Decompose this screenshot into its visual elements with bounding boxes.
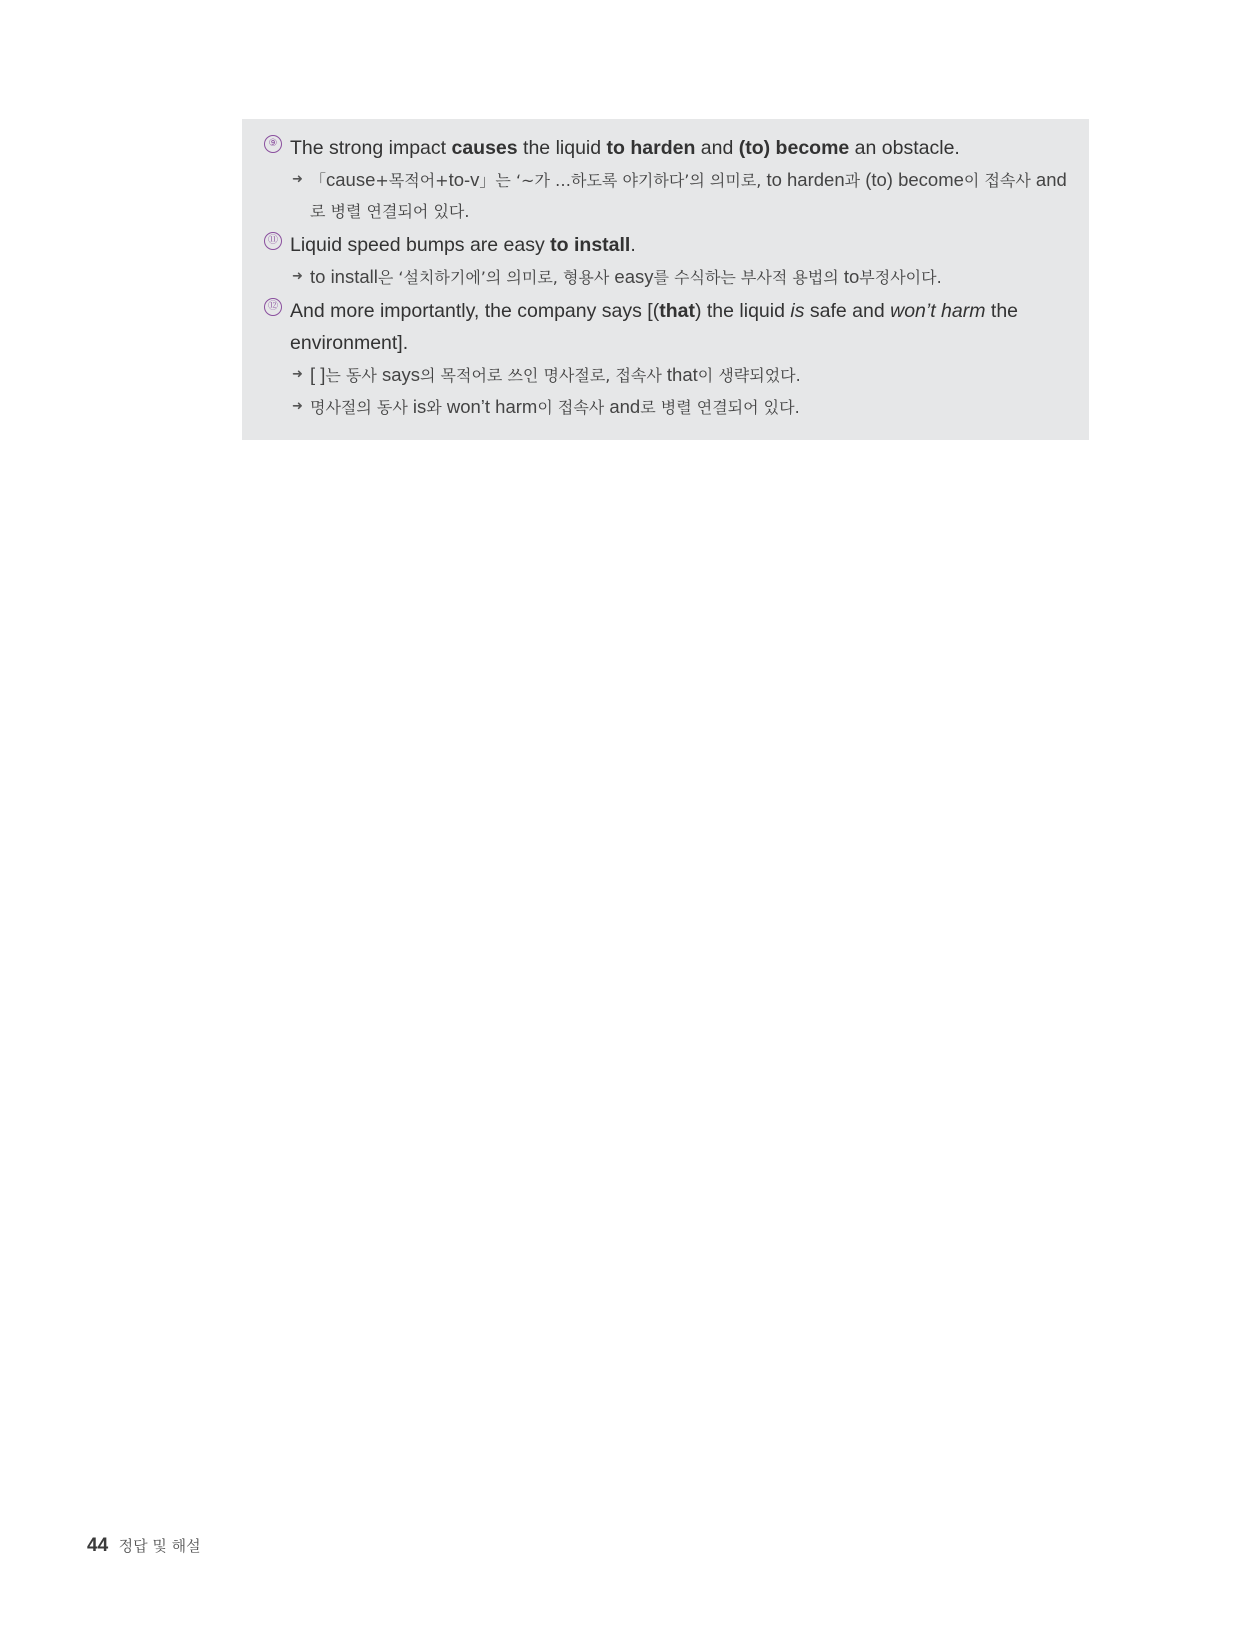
bold-phrase: to install: [550, 234, 631, 256]
korean-text: 이 접속사: [537, 398, 610, 417]
english-term: to-v: [448, 169, 480, 190]
sentence-number: ⑨: [264, 135, 282, 153]
english-term: to install: [310, 266, 378, 287]
explanation-item: [264, 295, 1073, 423]
sentence-text: .: [630, 234, 636, 256]
grammar-note: [290, 164, 1073, 227]
bold-phrase: (to) become: [738, 137, 850, 159]
grammar-note: [290, 359, 1073, 391]
page-footer: [87, 1535, 201, 1557]
arrow-right-icon: ➜: [292, 399, 303, 414]
korean-text: 와: [426, 398, 447, 417]
english-term: says: [381, 364, 421, 385]
korean-text: 」는 ‘~가 …하도록 야기하다’의 의미로,: [479, 171, 767, 190]
korean-text: 이 접속사: [963, 171, 1036, 190]
arrow-right-icon: ➜: [292, 172, 303, 187]
english-term: won’t harm: [446, 396, 538, 417]
korean-text: 명사절의 동사: [310, 398, 413, 417]
korean-text: 부정사이다.: [859, 268, 942, 287]
korean-text: 과: [844, 171, 866, 190]
english-term: that: [666, 364, 698, 385]
sentence-text: ) the liquid: [694, 300, 791, 322]
sentence-text: safe and: [804, 300, 891, 322]
example-sentence: [290, 132, 1073, 164]
sentence-text: and: [695, 137, 739, 159]
italic-phrase: is: [790, 300, 805, 322]
bold-phrase: to harden: [606, 137, 696, 159]
sentence-text: The strong impact: [290, 137, 452, 159]
arrow-right-icon: ➜: [292, 269, 303, 284]
sentence-text: the liquid: [517, 137, 607, 159]
korean-text: 로 병렬 연결되어 있다.: [310, 202, 470, 221]
section-title: 정답 및 해설: [118, 1537, 201, 1555]
example-sentence: [290, 229, 1073, 261]
sentence-text: an obstacle.: [849, 137, 960, 159]
italic-phrase: won’t harm: [890, 300, 986, 322]
page-number: 44: [87, 1535, 109, 1556]
grammar-note: [290, 391, 1073, 423]
korean-text: 를 수식하는 부사적 용법의: [653, 268, 844, 287]
english-term: and: [1035, 169, 1067, 190]
english-term: (to) become: [865, 169, 964, 190]
arrow-right-icon: ➜: [292, 367, 303, 382]
example-sentence: [290, 295, 1073, 359]
english-term: and: [609, 396, 641, 417]
korean-text: 는 동사: [325, 366, 382, 385]
english-term: to: [843, 266, 860, 287]
korean-text: +목적어+: [375, 171, 449, 190]
english-term: cause: [326, 169, 376, 190]
sentence-number: ⑪: [264, 232, 282, 250]
grammar-note: [290, 261, 1073, 293]
bold-phrase: causes: [451, 137, 518, 159]
explanation-item: [264, 229, 1073, 293]
explanation-box: [242, 119, 1089, 440]
korean-text: 은 ‘설치하기에’의 의미로, 형용사: [377, 268, 615, 287]
sentence-text: And more importantly, the company says [(: [290, 300, 660, 322]
english-term: is: [412, 396, 427, 417]
sentence-number: ⑫: [264, 298, 282, 316]
bold-phrase: that: [659, 300, 695, 322]
korean-text: 의 목적어로 쓰인 명사절로, 접속사: [420, 366, 667, 385]
english-term: easy: [614, 266, 654, 287]
korean-text: 로 병렬 연결되어 있다.: [640, 398, 800, 417]
sentence-text: the environment].: [290, 300, 1019, 354]
korean-text: 「: [310, 171, 327, 190]
explanation-item: [264, 132, 1073, 227]
english-term: to harden: [766, 169, 845, 190]
english-term: [ ]: [310, 364, 326, 385]
korean-text: 이 생략되었다.: [697, 366, 801, 385]
sentence-text: Liquid speed bumps are easy: [290, 234, 551, 256]
